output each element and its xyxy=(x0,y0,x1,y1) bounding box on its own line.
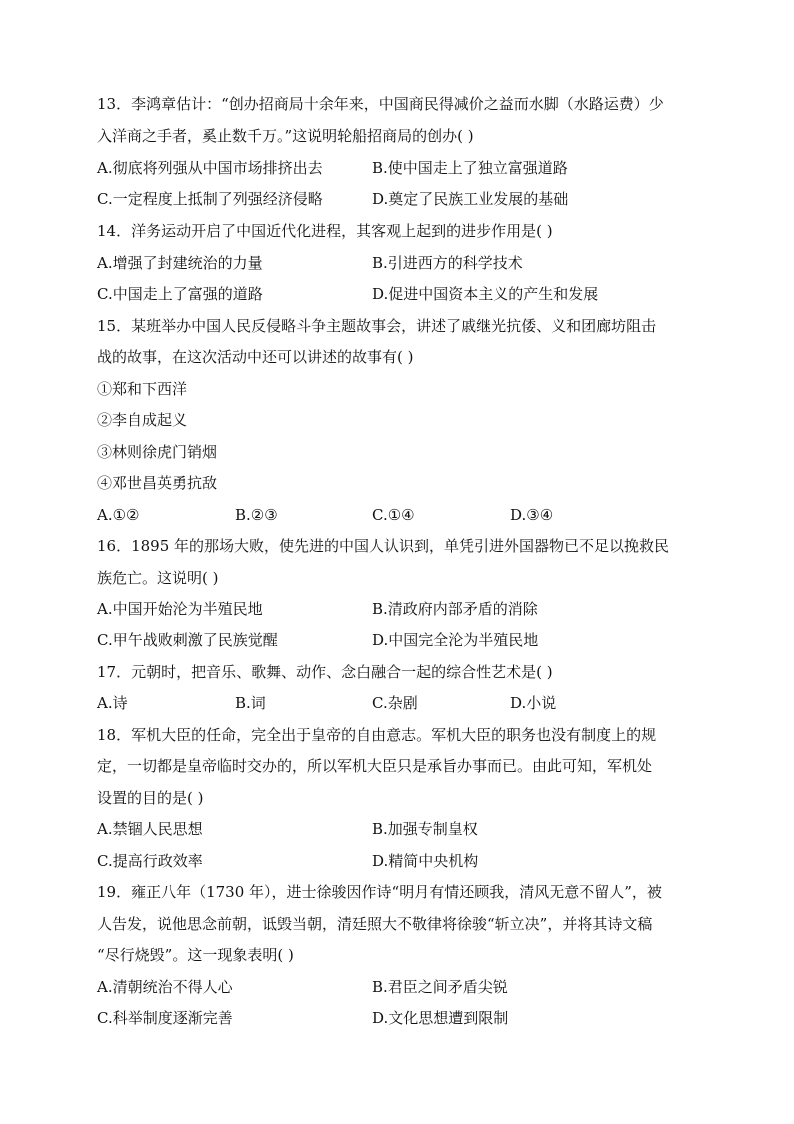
question-13-option-d: D.奠定了民族工业发展的基础 xyxy=(372,190,569,208)
question-15-line-1: 15．某班举办中国人民反侵略斗争主题故事会，讲述了戚继光抗倭、义和团廊坊阻击 xyxy=(97,317,657,335)
question-16-line-2: 族危亡。这说明( ) xyxy=(97,569,219,587)
question-15-item-1: ①郑和下西洋 xyxy=(97,380,188,398)
question-14-option-c: C.中国走上了富强的道路 xyxy=(97,285,263,303)
question-19-option-d: D.文化思想遭到限制 xyxy=(372,1009,509,1027)
question-13-option-b: B.使中国走上了独立富强道路 xyxy=(372,159,568,177)
question-15-item-2: ②李自成起义 xyxy=(97,411,188,429)
question-14-line-1: 14．洋务运动开启了中国近代化进程，其客观上起到的进步作用是( ) xyxy=(97,222,553,240)
question-13-option-a: A.彻底将列强从中国市场排挤出去 xyxy=(97,159,323,177)
question-15-item-4: ④邓世昌英勇抗敌 xyxy=(97,474,218,492)
question-14-option-a: A.增强了封建统治的力量 xyxy=(97,254,263,272)
question-19-option-a: A.清朝统治不得人心 xyxy=(97,978,233,996)
question-14-option-b: B.引进西方的科学技术 xyxy=(372,254,523,272)
question-15-line-2: 战的故事，在这次活动中还可以讲述的故事有( ) xyxy=(97,348,414,366)
question-13-line-2: 入洋商之手者，奚止数千万。”这说明轮船招商局的创办( ) xyxy=(97,127,474,145)
question-18-line-2: 定，一切都是皇帝临时交办的，所以军机大臣只是承旨办事而已。由此可知，军机处 xyxy=(97,757,653,775)
question-18-line-3: 设置的目的是( ) xyxy=(97,789,204,807)
question-18-line-1: 18．军机大臣的任命，完全出于皇帝的自由意志。军机大臣的职务也没有制度上的规 xyxy=(97,726,657,744)
question-15-option-c: C.①④ xyxy=(372,506,415,524)
question-16-option-b: B.清政府内部矛盾的消除 xyxy=(372,600,538,618)
question-18-option-a: A.禁锢人民思想 xyxy=(97,820,203,838)
question-19-option-b: B.君臣之间矛盾尖锐 xyxy=(372,978,508,996)
question-13-option-c: C.一定程度上抵制了列强经济侵略 xyxy=(97,190,323,208)
question-17-option-d: D.小说 xyxy=(510,694,557,712)
question-16-option-a: A.中国开始沦为半殖民地 xyxy=(97,600,263,618)
question-15-option-d: D.③④ xyxy=(510,506,554,524)
question-17-option-b: B.词 xyxy=(235,694,266,712)
question-17-line-1: 17．元朝时，把音乐、歌舞、动作、念白融合一起的综合性艺术是( ) xyxy=(97,663,553,681)
question-16-option-d: D.中国完全沦为半殖民地 xyxy=(372,631,539,649)
question-13-line-1: 13．李鸿章估计：“创办招商局十余年来，中国商民得减价之益而水脚（水路运费）少 xyxy=(97,95,664,113)
question-16-option-c: C.甲午战败刺激了民族觉醒 xyxy=(97,631,278,649)
question-18-option-b: B.加强专制皇权 xyxy=(372,820,478,838)
question-16-line-1: 16．1895 年的那场大败，使先进的中国人认识到，单凭引进外国器物已不足以挽救民 xyxy=(97,537,670,555)
question-19-option-c: C.科举制度逐渐完善 xyxy=(97,1009,233,1027)
question-15-option-b: B.②③ xyxy=(235,506,278,524)
question-17-option-c: C.杂剧 xyxy=(372,694,418,712)
question-18-option-c: C.提高行政效率 xyxy=(97,852,203,870)
question-14-option-d: D.促进中国资本主义的产生和发展 xyxy=(372,285,599,303)
question-19-line-3: “尽行烧毁”。这一现象表明( ) xyxy=(97,946,294,964)
question-15-item-3: ③林则徐虎门销烟 xyxy=(97,443,218,461)
question-18-option-d: D.精简中央机构 xyxy=(372,852,479,870)
question-19-line-2: 人告发，说他思念前朝，诋毁当朝，清廷照大不敬律将徐骏“斩立决”，并将其诗文稿 xyxy=(97,915,653,933)
question-17-option-a: A.诗 xyxy=(97,694,128,712)
question-15-option-a: A.①② xyxy=(97,506,140,524)
question-19-line-1: 19．雍正八年（1730 年），进士徐骏因作诗“明月有情还顾我，清风无意不留人”，被 xyxy=(97,883,662,901)
